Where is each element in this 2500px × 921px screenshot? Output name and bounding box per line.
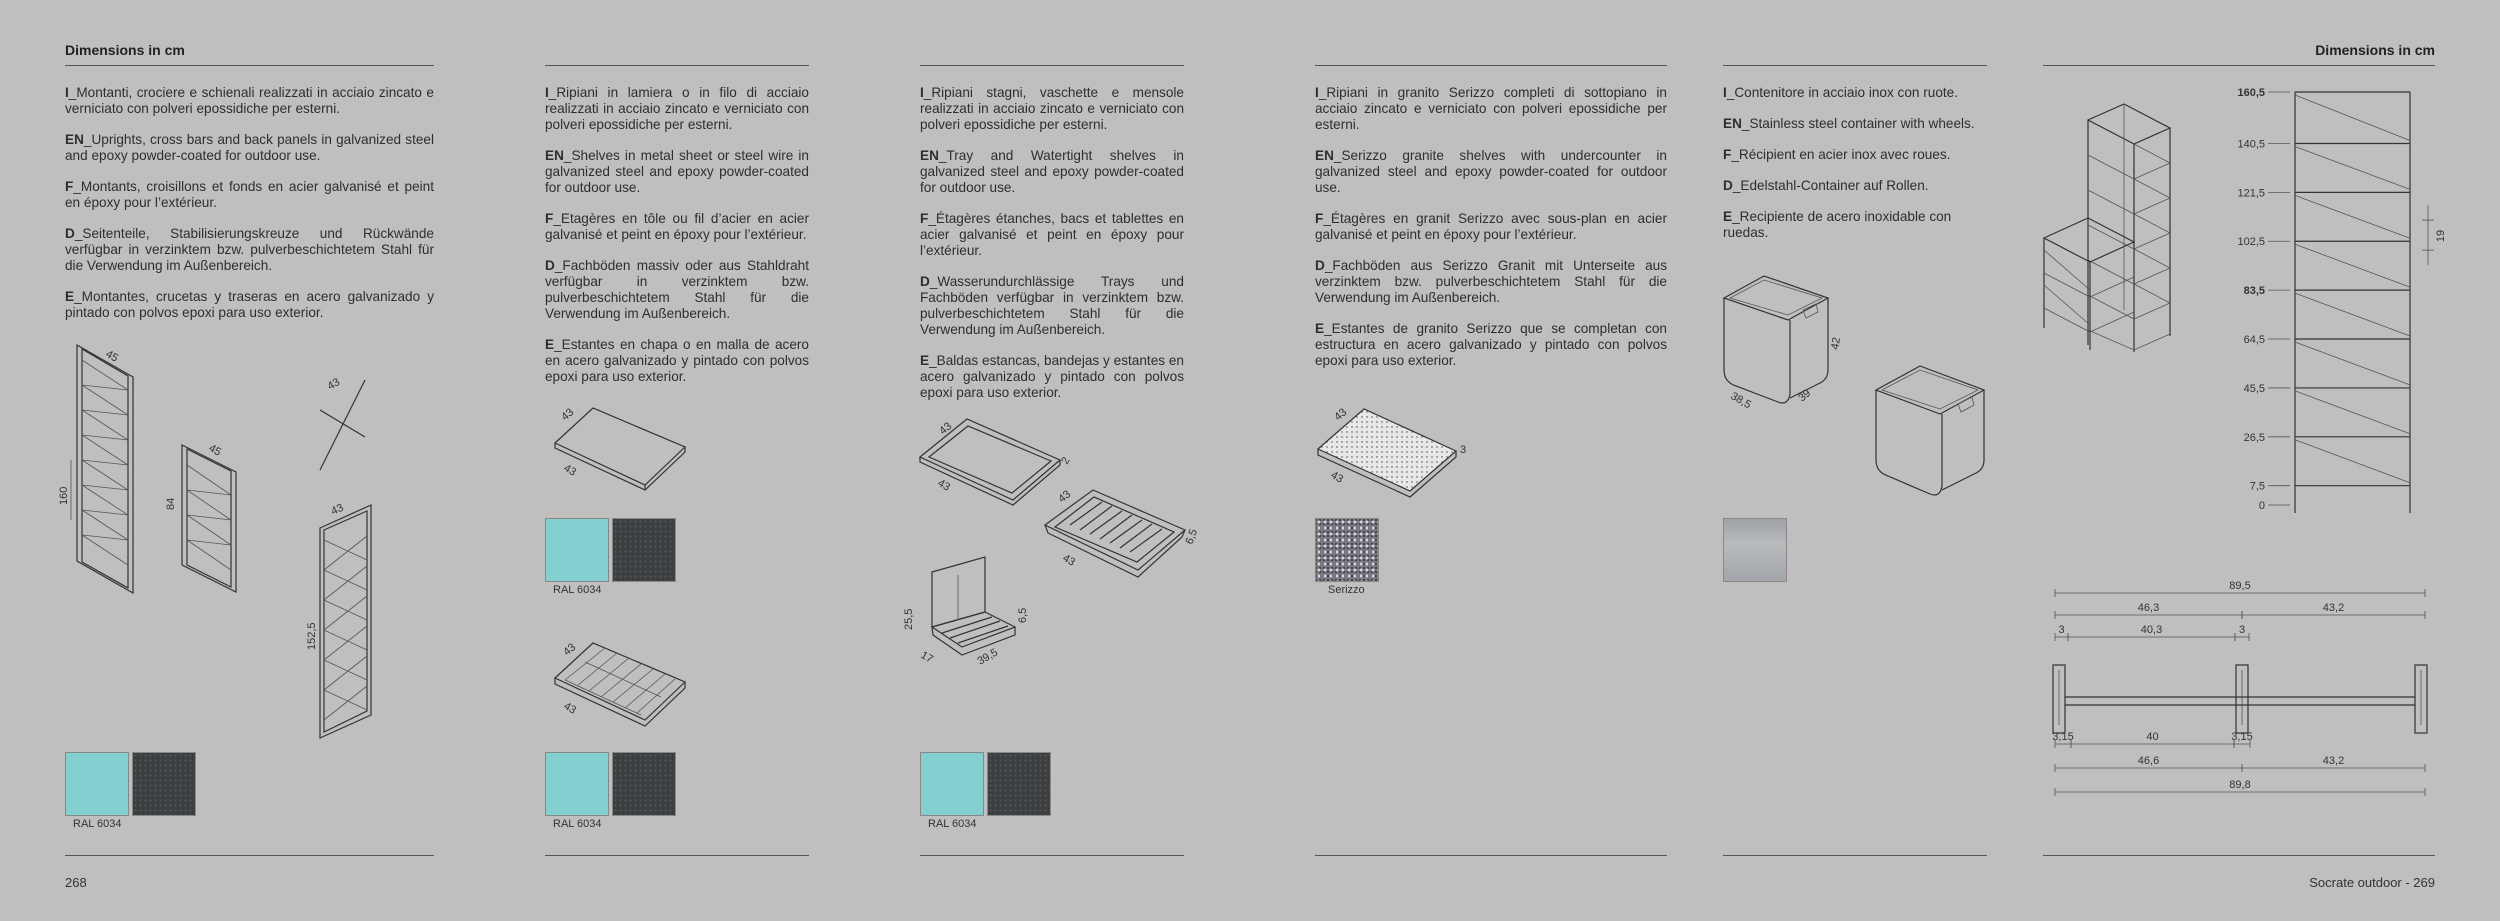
bracket-dim-1: 25,5: [903, 608, 915, 630]
col4-para-it: I_Ripiani in granito Serizzo completi di sottopiano in acciaio zincato e verniciato con polveri epossidiche per esterni.: [1315, 85, 1667, 132]
col4-para-es: E_Estantes de granito Serizzo que se completan con estructura en acero galvanizado y pintado con polvos epoxi para uso exterior.: [1315, 321, 1667, 368]
bottom-rule-3: [920, 855, 1184, 856]
height-label: 140,5: [2237, 138, 2265, 151]
top-dimension-drawing: [2050, 575, 2440, 715]
col5-para-en: EN_Stainless steel container with wheels.: [1723, 116, 1975, 131]
col1-para-en: EN_Uprights, cross bars and back panels in galvanized steel and epoxy powder-coated for outdoor use.: [65, 132, 434, 163]
top-rule-3: [920, 65, 1184, 66]
swatch-label-col1: RAL 6034: [73, 818, 122, 830]
swatch-ral6034-col1: [65, 752, 129, 816]
crossbar-label: 43: [325, 376, 343, 393]
wire-shelf-dim-d: 43: [561, 700, 579, 717]
elevation-cross: [2295, 342, 2410, 385]
height-label: 0: [2258, 500, 2265, 512]
bottom-rule-6: [2043, 855, 2435, 856]
col5-para-es: E_Recipiente de acero inoxidable con ruedas.: [1723, 209, 1952, 240]
shelf-bracket-drawing: [900, 555, 1030, 670]
height-label: 160,5: [2237, 87, 2265, 99]
col1-para-es: E_Montantes, crucetas y traseras en acero galvanizado y pintado con polvos epoxi para uso exterior.: [65, 289, 434, 320]
col2-para-de: D_Fachböden massiv oder aus Stahldraht verfügbar in verzinktem bzw. pulverbeschichtetem Stahl für die Verwendung im Außenbereich.: [545, 258, 809, 321]
height-label: 7,5: [2249, 480, 2265, 493]
tray-drawing: [1040, 485, 1205, 580]
elevation-cross: [2295, 146, 2410, 189]
col3-para-es: E_Baldas estancas, bandejas y estantes en acero galvanizado y pintado con polvos epoxi para uso exterior.: [920, 353, 1184, 400]
col4-para-de: D_Fachböden aus Serizzo Granit mit Unterseite aus verzinktem bzw. pulverbeschichtetem Stahl für die Verwendung im Außenbereich.: [1315, 258, 1667, 305]
tray-dim-3: 6,5: [1183, 527, 1201, 547]
col4-text: [1315, 85, 1667, 384]
swatch-ral6034-col2a: [545, 518, 609, 582]
col4-para-fr: F_Étagères en granit Serizzo avec sous-plan en acier galvanisé et peint en époxy pour l’extérieur.: [1315, 211, 1667, 242]
elevation-cross: [2295, 391, 2410, 434]
col1-para-it: I_Montanti, crociere e schienali realizzati in acciaio zincato e verniciato con polveri epossidiche per esterni.: [65, 85, 434, 116]
col2-para-fr: F_Etagères en tôle ou fil d’acier en acier galvanisé et peint en époxy pour l’extérieur.: [545, 211, 809, 242]
col2-para-it: I_Ripiani in lamiera o in filo di acciaio realizzati in acciaio zincato e verniciato con polveri epossidiche per esterni.: [545, 85, 809, 132]
bottom-rule-5: [1723, 855, 1987, 856]
col5-para-de: D_Edelstahl-Container auf Rollen.: [1723, 178, 1929, 193]
elevation-cross: [2295, 244, 2410, 287]
upright-depth-label: 45: [103, 348, 121, 365]
wire-shelf-drawing: [545, 640, 690, 730]
pitch-label: 19: [2435, 229, 2447, 243]
top-rule-1: [65, 65, 434, 66]
container-dim-h: 42: [1829, 336, 1844, 351]
col1-para-de: D_Seitenteile, Stabilisierungskreuze und Rückwände verfügbar in verzinktem bzw. pulverbeschichtetem Stahl für die Verwendung im Außenbereich.: [65, 226, 434, 273]
col3-para-en: EN_Tray and Watertight shelves in galvanized steel and epoxy powder-coated for outdoor use.: [920, 148, 1184, 195]
page-number-left: 268: [65, 875, 87, 890]
granite-shelf-drawing: [1310, 405, 1475, 495]
swatch-serizzo: [1315, 518, 1379, 582]
watertight-dim-2: 43: [935, 477, 953, 494]
backpanel-height-label: 152,5: [306, 622, 318, 650]
bottom-dimension-drawing: [2050, 730, 2440, 800]
swatch-anthracite-col3: [987, 752, 1051, 816]
upright-drawing: [55, 340, 155, 600]
elevation-cross: [2295, 195, 2410, 238]
watertight-dim-3: 2: [1059, 455, 1073, 467]
col1-para-fr: F_Montants, croisillons et fonds en acier galvanisé et peint en époxy pour l’extérieur.: [65, 179, 434, 210]
col2-text: [545, 85, 809, 400]
wire-shelf-dim-c: 43: [561, 641, 579, 659]
col4-para-en: EN_Serizzo granite shelves with undercounter in galvanized steel and epoxy powder-coated for outdoor use.: [1315, 148, 1667, 195]
bottom-rule-4: [1315, 855, 1667, 856]
small-upright-drawing: [165, 440, 250, 600]
col3-para-fr: F_Étagères étanches, bacs et tablettes en acier galvanisé et peint en époxy pour l’extérieur.: [920, 211, 1184, 258]
col1-text: [65, 85, 434, 336]
height-label: 121,5: [2237, 187, 2265, 200]
bracket-dim-2: 6,5: [1017, 607, 1029, 623]
small-upright-height-label: 84: [165, 497, 177, 510]
tray-dim-1: 43: [1056, 488, 1074, 506]
container-dim-w: 38,5: [1728, 390, 1754, 412]
upright-height-label: 160: [58, 486, 70, 505]
col3-para-de: D_Wasserundurchlässige Trays und Fachböden verfügbar in verzinktem bzw. pulverbeschichtetem Stahl für die Verwendung im Außenbereich.: [920, 274, 1184, 337]
col2-para-es: E_Estantes en chapa o en malla de acero en acero galvanizado y pintado con polvos epoxi para uso exterior.: [545, 337, 809, 384]
watertight-dim-1: 43: [937, 420, 955, 438]
col5-para-it: I_Contenitore in acciaio inox con ruote.: [1723, 85, 1959, 100]
bot-dim-a-label: 3,15: [2052, 731, 2074, 743]
backpanel-drawing: [295, 500, 385, 745]
top-dim-a-label: 3: [2058, 624, 2065, 636]
container-drawing-1: [1718, 270, 1868, 410]
bot-dim-left-label: 46,6: [2137, 755, 2160, 767]
tray-dim-2: 43: [1060, 552, 1078, 569]
crossbar-drawing: [315, 375, 375, 480]
swatch-label-col3: RAL 6034: [928, 818, 977, 830]
granite-dim-c: 3: [1460, 444, 1467, 456]
height-label: 102,5: [2237, 236, 2265, 249]
swatch-label-col2a: RAL 6034: [553, 584, 602, 596]
swatch-label-col2b: RAL 6034: [553, 818, 602, 830]
top-rule-4: [1315, 65, 1667, 66]
granite-dim-b: 43: [1328, 469, 1346, 486]
col5-para-fr: F_Récipient en acier inox avec roues.: [1723, 147, 1951, 162]
swatch-anthracite-col2a: [612, 518, 676, 582]
swatch-anthracite-col2b: [612, 752, 676, 816]
backpanel-width-label: 43: [329, 501, 346, 518]
header-right: Dimensions in cm: [2315, 42, 2435, 58]
bracket-dim-4: 39,5: [975, 646, 1001, 668]
small-upright-depth-label: 45: [206, 442, 224, 459]
container-dim-d: 39: [1796, 387, 1814, 405]
bracket-dim-3: 17: [918, 649, 936, 666]
top-dim-left-label: 46,3: [2137, 602, 2160, 614]
elevation-cross: [2295, 95, 2410, 140]
top-rule-6: [2043, 65, 2435, 66]
page-number-right: Socrate outdoor - 269: [2309, 875, 2435, 890]
granite-dim-a: 43: [1332, 406, 1350, 424]
sheet-shelf-dim-a: 43: [559, 406, 577, 424]
col3-para-it: I_Ripiani stagni, vaschette e mensole realizzati in acciaio zincato e verniciato con polveri epossidiche per esterni.: [920, 85, 1184, 132]
top-dim-total-label: 89,5: [2229, 580, 2251, 592]
swatch-ral6034-col3: [920, 752, 984, 816]
col5-text: [1723, 85, 1987, 256]
bot-dim-b-label: 3,15: [2231, 731, 2253, 743]
bottom-rule-2: [545, 855, 809, 856]
top-rule-5: [1723, 65, 1987, 66]
sheet-shelf-dim-b: 43: [561, 462, 579, 479]
height-label: 45,5: [2243, 382, 2265, 395]
elevation-cross: [2295, 293, 2410, 336]
top-dim-b-label: 3: [2238, 624, 2246, 636]
height-label: 83,5: [2243, 285, 2265, 298]
bot-dim-total-label: 89,8: [2229, 779, 2251, 791]
swatch-label-col4: Serizzo: [1328, 584, 1365, 596]
tower-isometric-drawing: [2040, 100, 2180, 360]
bot-dim-right-label: 43,2: [2322, 755, 2345, 767]
height-label: 64,5: [2243, 334, 2265, 347]
col3-text: [920, 85, 1184, 416]
top-dim-right-label: 43,2: [2322, 602, 2345, 614]
bottom-rule-1: [65, 855, 434, 856]
swatch-ral6034-col2b: [545, 752, 609, 816]
swatch-anthracite-col1: [132, 752, 196, 816]
sheet-shelf-drawing: [545, 405, 690, 495]
col2-para-en: EN_Shelves in metal sheet or steel wire in galvanized steel and epoxy powder-coated for outdoor use.: [545, 148, 809, 195]
header-left: Dimensions in cm: [65, 42, 185, 58]
top-dim-mid-label: 40,3: [2140, 624, 2163, 636]
elevation-cross: [2295, 440, 2410, 483]
bot-dim-mid-label: 40: [2146, 731, 2159, 743]
top-rule-2: [545, 65, 809, 66]
container-drawing-2: [1870, 360, 1990, 500]
height-elevation-drawing: [2170, 80, 2447, 515]
swatch-stainless: [1723, 518, 1787, 582]
height-label: 26,5: [2243, 431, 2265, 444]
